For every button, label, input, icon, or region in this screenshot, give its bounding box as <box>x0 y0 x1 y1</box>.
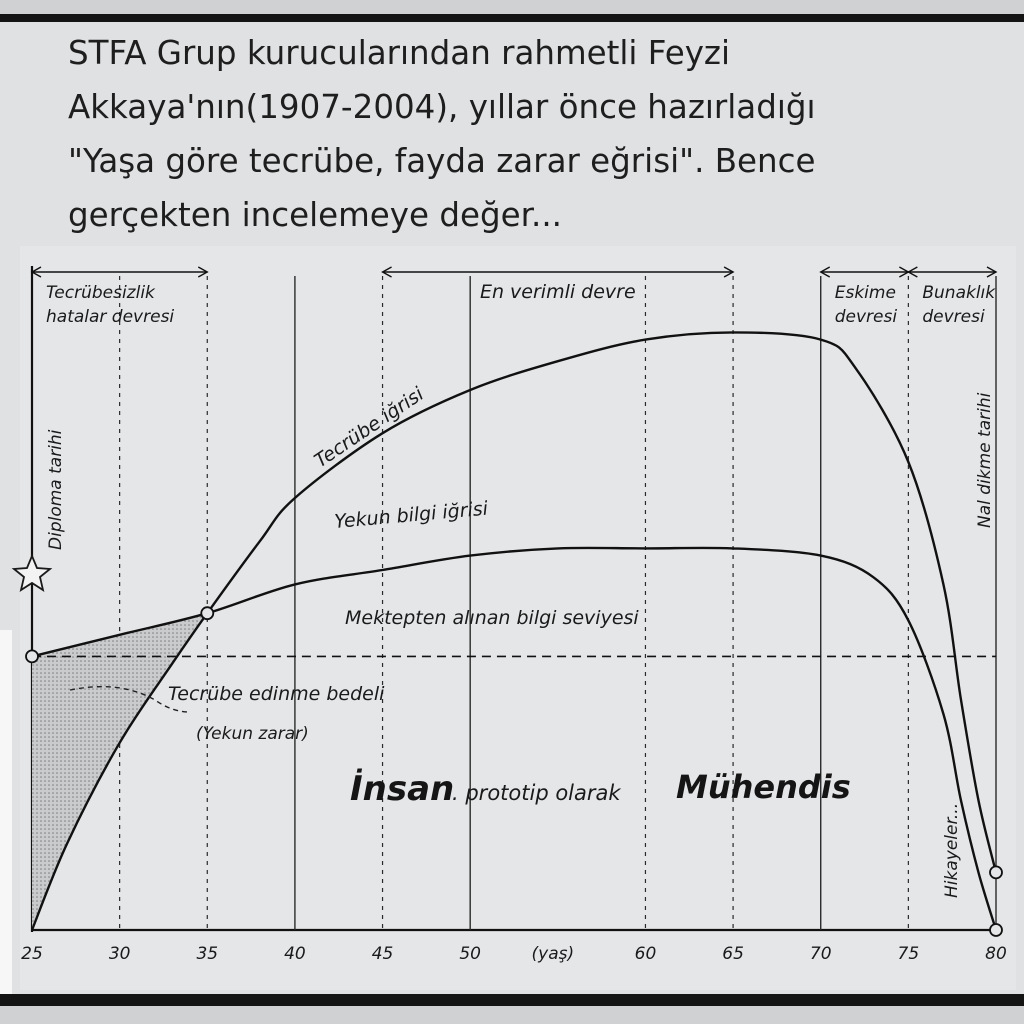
x-tick-label: 40 <box>284 944 306 964</box>
engineer-label: Mühendis <box>676 768 851 806</box>
x-tick-label: 50 <box>459 944 482 964</box>
x-unit-label: (yaş) <box>531 944 575 964</box>
x-tick-label: 65 <box>722 944 744 964</box>
crossover-point <box>201 607 213 619</box>
x-tick-label: 45 <box>371 944 394 964</box>
x-tick-label: 35 <box>196 944 219 964</box>
x-tick-label: 25 <box>21 944 43 964</box>
stories-label: Hikayeler... <box>942 802 962 898</box>
side-strip <box>0 630 12 994</box>
knowledge-end-point <box>990 924 1002 936</box>
series-label-tecrube: Tecrübe iğrisi <box>310 383 428 473</box>
nal-date-label: Nal dikme tarihi <box>975 392 995 528</box>
x-tick-label: 80 <box>985 944 1007 964</box>
prototype-label: . prototip olarak <box>452 781 621 805</box>
bottom-band <box>0 1006 1024 1024</box>
period-label: Bunaklık <box>922 283 996 303</box>
period-label: hatalar devresi <box>46 307 175 327</box>
loss-label: Tecrübe edinme bedeli <box>168 683 385 705</box>
period-label: devresi <box>922 307 985 327</box>
loss-sublabel: (Yekun zarar) <box>196 724 309 744</box>
x-tick-label: 75 <box>897 944 920 964</box>
insan-label: İnsan <box>350 769 455 809</box>
series-label-mektep: Mektepten alınan bilgi seviyesi <box>345 607 639 629</box>
experience-end-point <box>990 866 1002 878</box>
x-tick-label: 70 <box>809 944 832 964</box>
caption-line: "Yaşa göre tecrübe, fayda zarar eğrisi". Bence <box>68 142 816 180</box>
period-label: Eskime <box>834 283 896 303</box>
caption-line: gerçekten incelemeye değer... <box>68 196 562 234</box>
diploma-date-label: Diploma tarihi <box>46 429 66 550</box>
start-point <box>26 650 38 662</box>
period-label: devresi <box>834 307 898 327</box>
x-tick-label: 30 <box>108 944 131 964</box>
x-tick-label: 60 <box>634 944 657 964</box>
period-label: En verimli devre <box>479 281 636 303</box>
caption-line: Akkaya'nın(1907-2004), yıllar önce hazırladığı <box>68 88 816 126</box>
series-label-yekun: Yekun bilgi iğrisi <box>333 497 489 533</box>
period-label: Tecrübesizlik <box>46 283 155 303</box>
bottom-rule <box>0 994 1024 1006</box>
caption-line: STFA Grup kurucularından rahmetli Feyzi <box>68 34 731 72</box>
